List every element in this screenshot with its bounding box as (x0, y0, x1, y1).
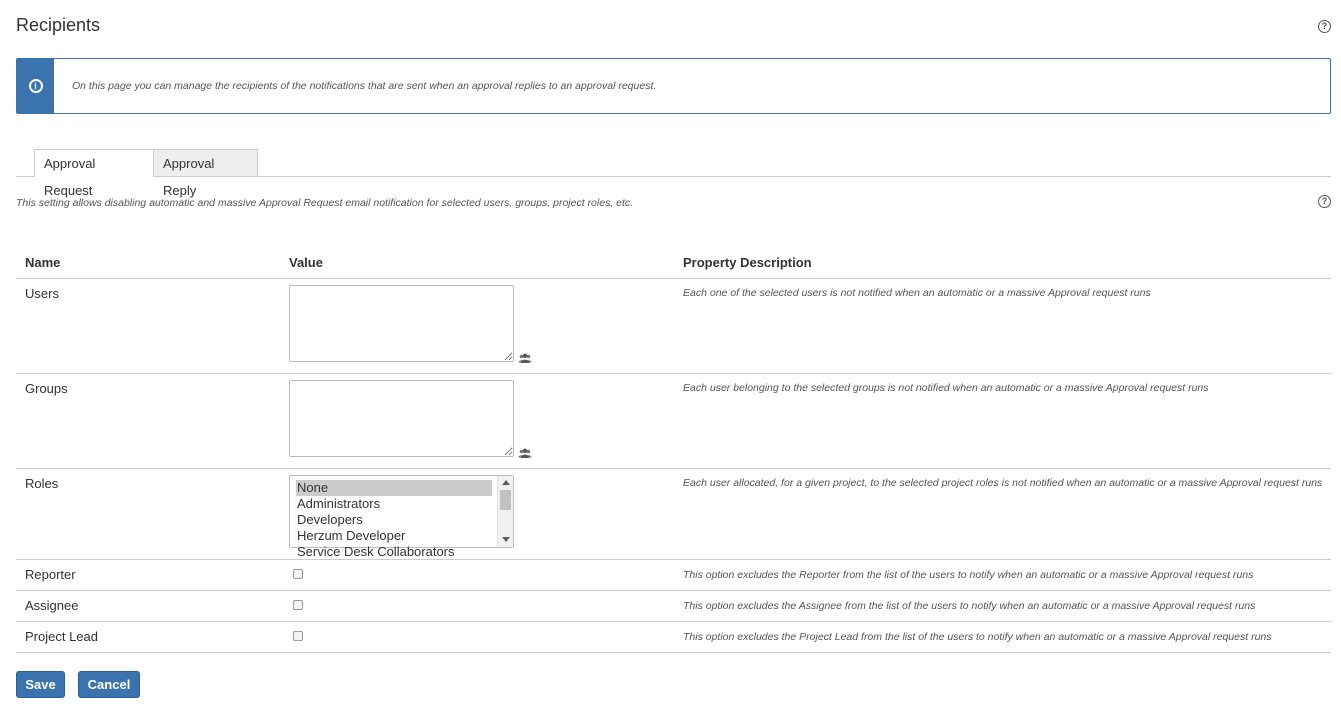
scroll-down-icon[interactable] (502, 537, 510, 542)
roles-select[interactable] (289, 475, 514, 559)
setting-description: This setting allows disabling automatic and massive Approval Request email notification for selected users, groups, project roles, etc. (16, 197, 634, 209)
table-row-reporter (16, 560, 1331, 591)
tab-approval-reply[interactable]: Approval Reply (153, 149, 258, 177)
tab-approval-request[interactable]: Approval Request (34, 149, 154, 177)
help-icon[interactable]: ? (1318, 20, 1331, 33)
save-button[interactable]: Save (16, 671, 65, 698)
row-description: Each user allocated, for a given project, to the selected project roles is not notified when an automatic or a massive Approval request runs (683, 477, 1323, 489)
column-header-value: Value (289, 255, 323, 270)
tab-bar (16, 149, 1331, 198)
table-row-roles (16, 469, 1331, 560)
groups-picker-icon[interactable] (518, 448, 532, 458)
column-header-name: Name (25, 255, 61, 270)
scroll-thumb[interactable] (500, 490, 511, 510)
cancel-button[interactable]: Cancel (78, 671, 140, 698)
table-row-assignee (16, 591, 1331, 622)
row-description: Each user belonging to the selected groups is not notified when an automatic or a massive Approval request runs (683, 382, 1209, 394)
row-label: Groups (25, 381, 68, 396)
row-description: This option excludes the Assignee from the list of the users to notify when an automatic or a massive Approval request runs (683, 600, 1256, 612)
role-option[interactable]: None (296, 480, 492, 496)
table-row-project-lead (16, 622, 1331, 653)
groups-input[interactable] (289, 380, 514, 457)
project-lead-checkbox[interactable] (293, 631, 303, 641)
table-row-groups (16, 374, 1331, 469)
reporter-checkbox[interactable] (293, 569, 303, 579)
role-option[interactable]: Developers (297, 512, 363, 527)
info-strip (17, 59, 54, 113)
users-input[interactable] (289, 285, 514, 362)
role-option[interactable]: Herzum Developer (297, 528, 406, 543)
role-option[interactable]: Service Desk Collaborators (297, 544, 455, 559)
help-icon[interactable]: ? (1318, 195, 1331, 208)
column-header-description: Property Description (683, 255, 812, 270)
page-title: Recipients (16, 15, 101, 35)
info-message (16, 58, 1331, 114)
info-text: On this page you can manage the recipients of the notifications that are sent when an approval replies to an approval request. (72, 80, 657, 92)
info-icon: i (29, 79, 43, 93)
scroll-up-icon[interactable] (502, 480, 510, 485)
table-header (16, 254, 1331, 279)
users-picker-icon[interactable] (518, 353, 532, 363)
roles-scrollbar[interactable] (497, 476, 513, 547)
row-description: This option excludes the Project Lead from the list of the users to notify when an automatic or a massive Approval request runs (683, 631, 1272, 643)
assignee-checkbox[interactable] (293, 600, 303, 610)
row-label: Project Lead (25, 629, 98, 644)
role-option[interactable]: Administrators (297, 496, 381, 511)
table-row-users (16, 279, 1331, 374)
row-label: Assignee (25, 598, 79, 613)
row-label: Reporter (25, 567, 76, 582)
row-description: Each one of the selected users is not notified when an automatic or a massive Approval request runs (683, 287, 1151, 299)
row-label: Roles (25, 476, 59, 491)
row-description: This option excludes the Reporter from the list of the users to notify when an automatic or a massive Approval request runs (683, 569, 1254, 581)
row-label: Users (25, 286, 59, 301)
